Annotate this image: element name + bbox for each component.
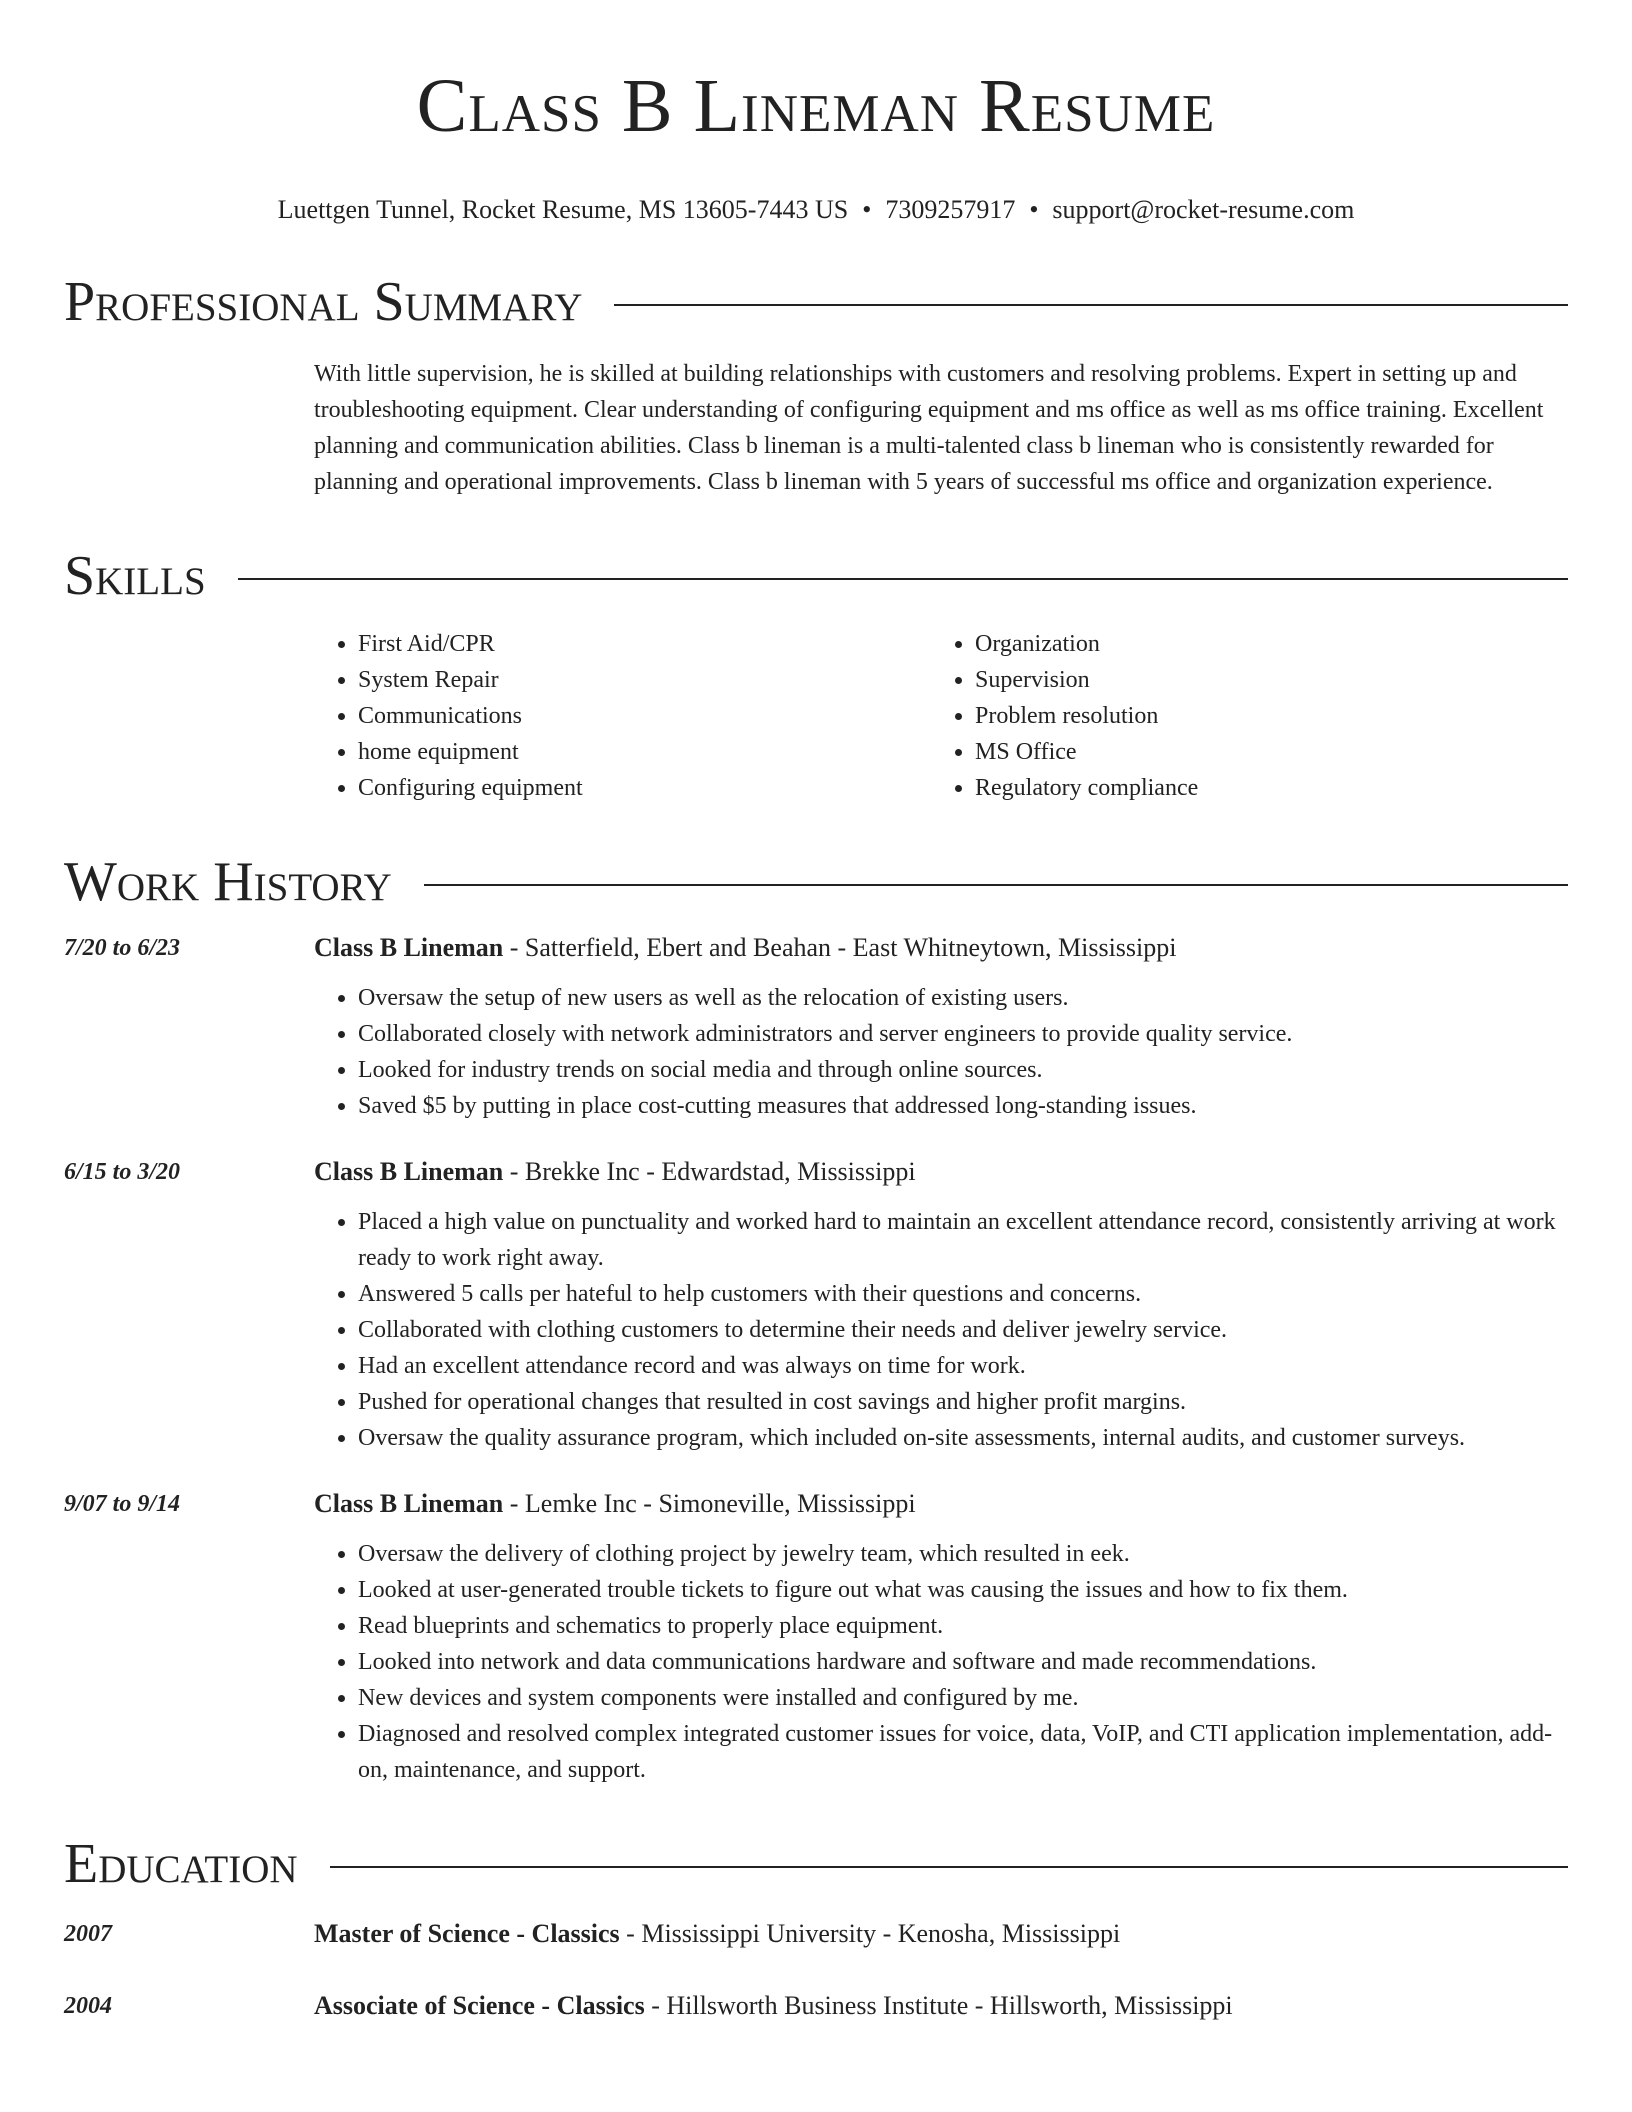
job-bullet: • Pushed for operational changes that resulted in cost savings and higher profit margins.	[358, 1384, 1568, 1420]
contact-separator: •	[862, 195, 872, 224]
job-bullet: • Diagnosed and resolved complex integrated customer issues for voice, data, VoIP, and CTI application implementation, add-on, maintenance, and support.	[358, 1716, 1568, 1788]
job-bullet: • Oversaw the setup of new users as well as the relocation of existing users.	[358, 980, 1568, 1016]
job-bullet: • Oversaw the quality assurance program, which included on-site assessments, internal audits, and customer surveys.	[358, 1420, 1568, 1456]
skill-item: • Problem resolution	[975, 698, 1548, 734]
job-bullets	[314, 1536, 1568, 1788]
education-body	[314, 1988, 1568, 2024]
job-heading	[314, 1154, 1568, 1190]
job-title: Class B Lineman	[314, 933, 504, 962]
skill-item: • First Aid/CPR	[358, 626, 931, 662]
education-entry	[64, 1988, 1568, 2024]
job-bullets	[314, 1204, 1568, 1456]
job-date: 9/07 to 9/14	[64, 1491, 181, 1517]
summary-section-header	[64, 270, 1568, 334]
skills-section-header	[64, 544, 1568, 608]
job-entry	[64, 930, 1568, 1124]
job-bullets	[314, 980, 1568, 1124]
skill-item: • Organization	[975, 626, 1548, 662]
job-bullet: • Placed a high value on punctuality and worked hard to maintain an excellent attendance record, consistently arriving at work ready to work right away.	[358, 1204, 1568, 1276]
job-entry	[64, 1154, 1568, 1456]
contact-phone: 7309257917	[885, 195, 1016, 224]
contact-line	[64, 194, 1568, 226]
skills-heading: Skills	[64, 545, 206, 607]
education-degree: Master of Science - Classics	[314, 1919, 620, 1948]
contact-email: support@rocket-resume.com	[1052, 195, 1355, 224]
job-bullet: • Saved $5 by putting in place cost-cutting measures that addressed long-standing issues.	[358, 1088, 1568, 1124]
education-heading: Education	[64, 1833, 298, 1895]
education-entry	[64, 1916, 1568, 1952]
skill-item: • MS Office	[975, 734, 1548, 770]
summary-text: With little supervision, he is skilled at building relationships with customers and resolving problems. Expert in setting up and troubleshooting equipment. Clear understanding of configuring equipment and ms office as well as ms office training. Excellent planning and communication abilities. Class b lineman is a multi-talented class b lineman who is consistently rewarded for planning and operational improvements. Class b lineman with 5 years of successful ms office and organization experience.	[314, 361, 1544, 495]
skills-list	[314, 626, 1568, 806]
skill-item: • Regulatory compliance	[975, 770, 1548, 806]
contact-address: Luettgen Tunnel, Rocket Resume, MS 13605-7443 US	[277, 195, 849, 224]
job-body	[314, 1486, 1568, 1788]
skills-column-left	[314, 626, 931, 806]
job-body	[314, 930, 1568, 1124]
job-title: Class B Lineman	[314, 1157, 504, 1186]
education-school: - Mississippi University - Kenosha, Mississippi	[619, 1919, 1121, 1948]
job-bullet: • New devices and system components were installed and configured by me.	[358, 1680, 1568, 1716]
job-heading	[314, 1486, 1568, 1522]
section-divider	[330, 1866, 1568, 1868]
job-bullet: • Oversaw the delivery of clothing project by jewelry team, which resulted in eek.	[358, 1536, 1568, 1572]
job-title: Class B Lineman	[314, 1489, 504, 1518]
job-company: - Satterfield, Ebert and Beahan - East Whitneytown, Mississippi	[503, 933, 1177, 962]
education-section-header	[64, 1832, 1568, 1896]
skill-item: • Configuring equipment	[358, 770, 931, 806]
job-company: - Brekke Inc - Edwardstad, Mississippi	[503, 1157, 916, 1186]
education-degree: Associate of Science - Classics	[314, 1991, 645, 2020]
education-date: 2007	[64, 1921, 112, 1947]
section-divider	[238, 578, 1568, 580]
job-heading	[314, 930, 1568, 966]
job-bullet: • Answered 5 calls per hateful to help customers with their questions and concerns.	[358, 1276, 1568, 1312]
job-bullet: • Had an excellent attendance record and was always on time for work.	[358, 1348, 1568, 1384]
contact-separator: •	[1029, 195, 1039, 224]
job-date: 7/20 to 6/23	[64, 935, 181, 961]
education-date: 2004	[64, 1993, 112, 2019]
job-company: - Lemke Inc - Simoneville, Mississippi	[503, 1489, 916, 1518]
job-entry	[64, 1486, 1568, 1788]
work-heading: Work History	[64, 851, 392, 913]
job-bullet: • Collaborated with clothing customers to determine their needs and deliver jewelry service.	[358, 1312, 1568, 1348]
job-body	[314, 1154, 1568, 1456]
job-bullet: • Looked into network and data communications hardware and software and made recommendations.	[358, 1644, 1568, 1680]
skills-column-right	[931, 626, 1548, 806]
job-date: 6/15 to 3/20	[64, 1159, 181, 1185]
job-bullet: • Looked at user-generated trouble tickets to figure out what was causing the issues and how to fix them.	[358, 1572, 1568, 1608]
education-school: - Hillsworth Business Institute - Hillsworth, Mississippi	[644, 1991, 1233, 2020]
work-section-header	[64, 850, 1568, 914]
job-bullet: • Looked for industry trends on social media and through online sources.	[358, 1052, 1568, 1088]
skill-item: • home equipment	[358, 734, 931, 770]
skill-item: • Supervision	[975, 662, 1548, 698]
resume-title: Class B Lineman Resume	[416, 64, 1216, 148]
education-body	[314, 1916, 1568, 1952]
job-bullet: • Collaborated closely with network administrators and server engineers to provide quality service.	[358, 1016, 1568, 1052]
job-bullet: • Read blueprints and schematics to properly place equipment.	[358, 1608, 1568, 1644]
section-divider	[424, 884, 1568, 886]
section-divider	[614, 304, 1568, 306]
summary-heading: Professional Summary	[64, 271, 583, 333]
skill-item: • System Repair	[358, 662, 931, 698]
skill-item: • Communications	[358, 698, 931, 734]
